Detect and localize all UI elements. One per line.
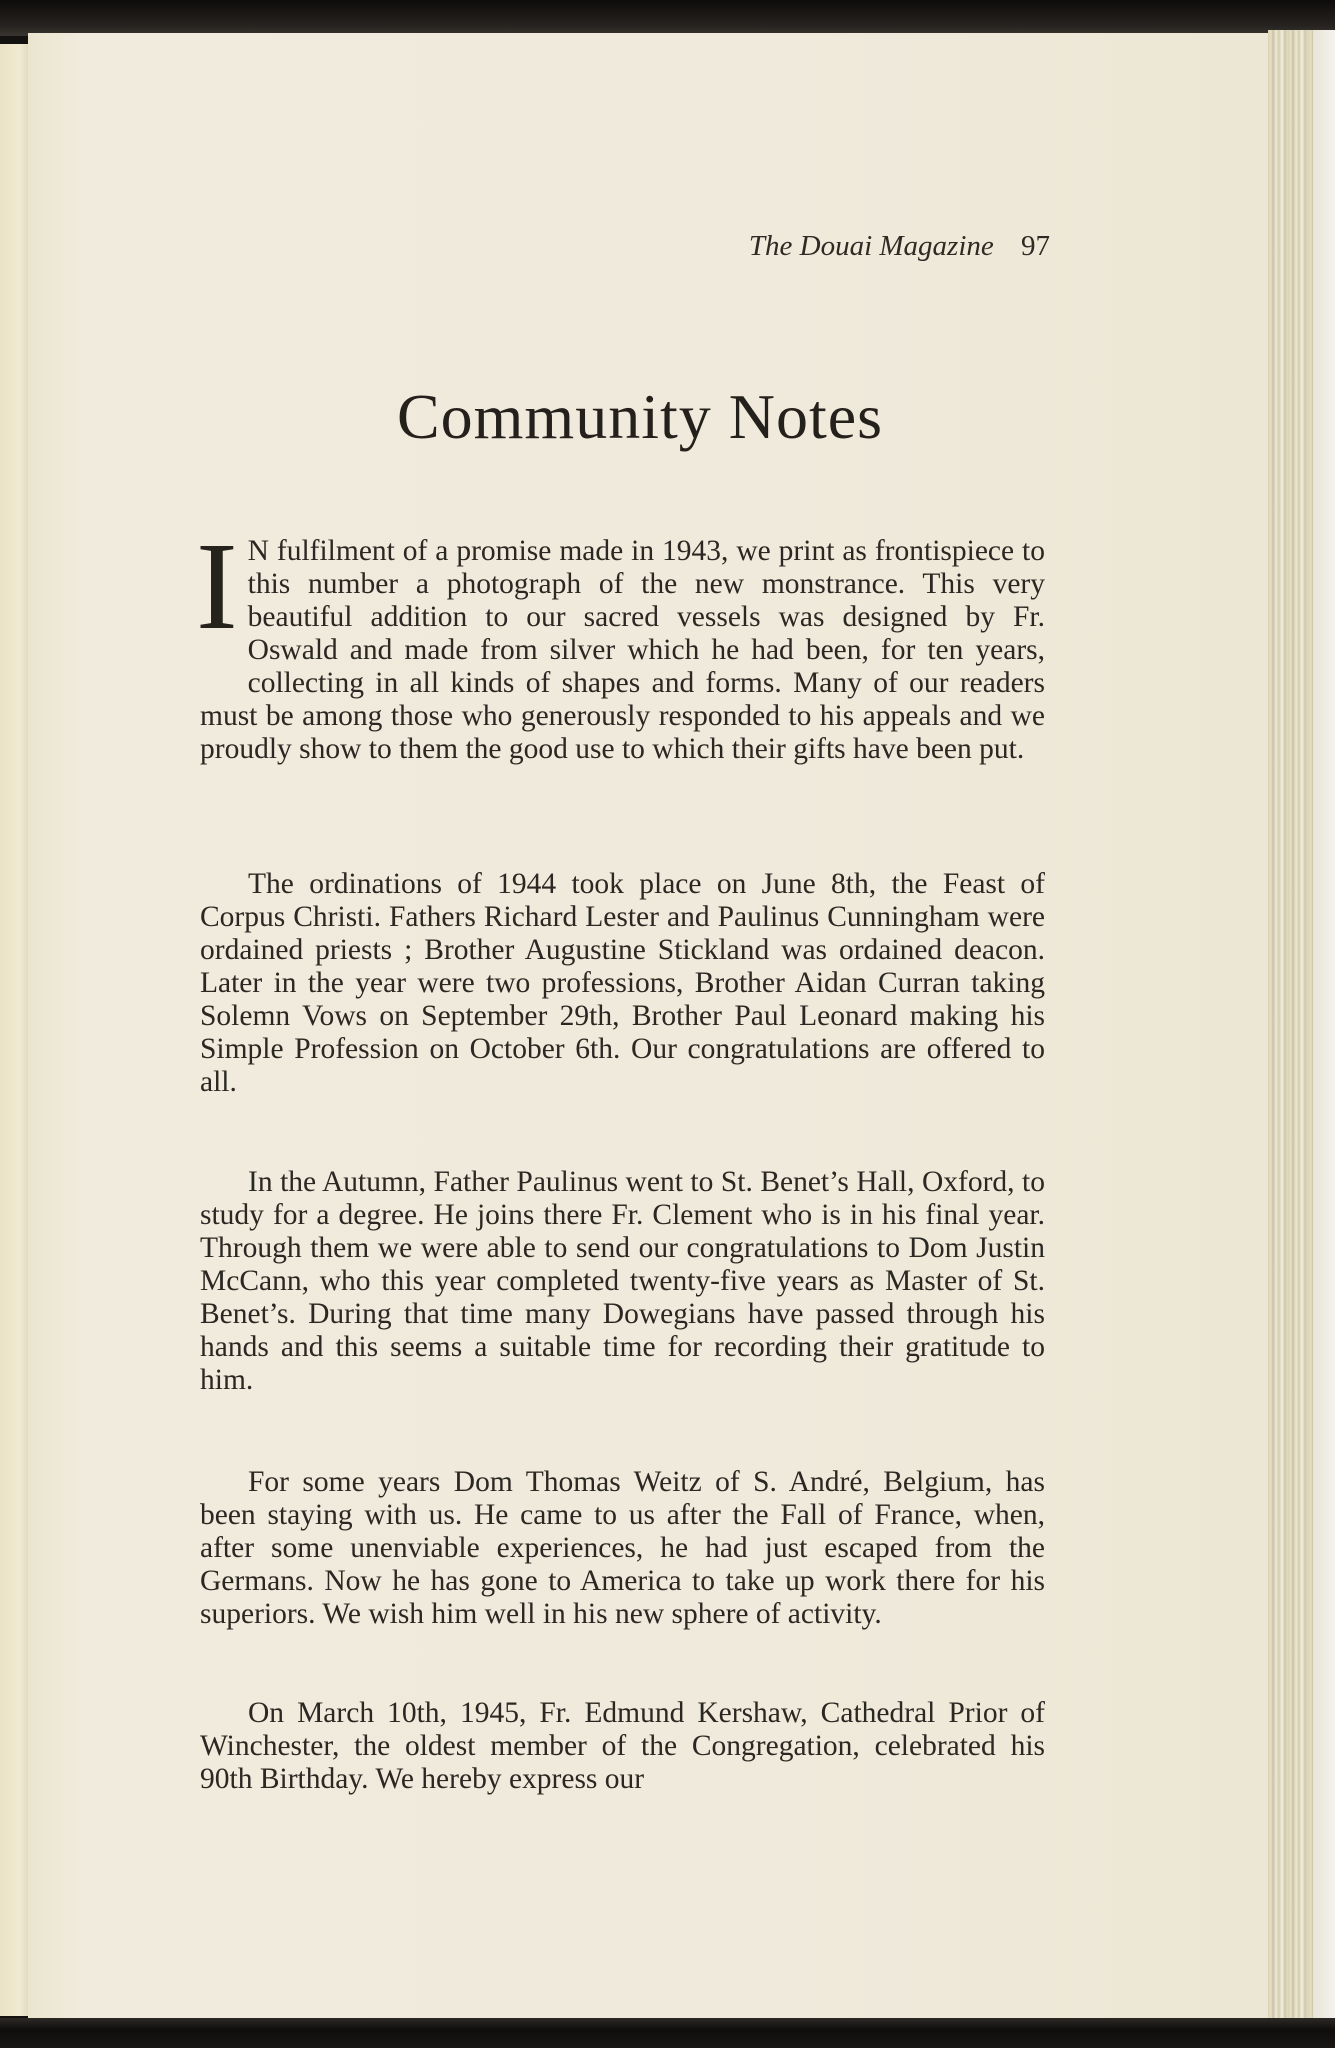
left-page-edge (0, 44, 30, 2016)
book-cover-bottom-edge (0, 2018, 1335, 2048)
paragraph-2: The ordinations of 1944 took place on June 8th, the Feast of Corpus Christi. Fathers Richard Lester and Paulinus Cunningham were ordained priests ; Brother Augustine Stickland was ordained deacon. Later in the year were two professions, Brother Aidan Curran taking Solemn Vows on September 29th, Brother Paul Leonard making his Simple Profession on October 6th. Our congratulations are offered to all. (200, 868, 1045, 1098)
running-head (600, 230, 1050, 263)
paragraph-4: For some years Dom Thomas Weitz of S. André, Belgium, has been staying with us. He came to us after the Fall of France, when, after some unenviable experiences, he had just escaped from the Germans. Now he has gone to America to take up work there for his superiors. We wish him well in his new sphere of activity. (200, 1466, 1045, 1630)
fore-edge-endpaper (1313, 30, 1335, 2020)
paragraph-3: In the Autumn, Father Paulinus went to St. Benet’s Hall, Oxford, to study for a degree. He joins there Fr. Clement who is in his final year. Through them we were able to send our congratulations to Dom Justin McCann, who this year completed twenty-five years as Master of St. Benet’s. During that time many Dowegians have passed through his hands and this seems a suitable time for recording their gratitude to him. (200, 1166, 1045, 1396)
page-number: 97 (1021, 230, 1050, 262)
page-fore-edge (1268, 30, 1335, 2020)
paragraph-1-text: N fulfilment of a promise made in 1943, we print as frontispiece to this number a photograph of the new monstrance. This very beautiful addition to our sacred vessels was designed by Fr. Oswald and made from silver which he had been, for ten years, collecting in all kinds of shapes and forms. Many of our readers must be among those who generously responded to his appeals and we proudly show to them the good use to which their gifts have been put. (200, 535, 1045, 765)
publication-name: The Douai Magazine (748, 230, 994, 262)
drop-cap: I (196, 518, 238, 656)
book-cover-top-edge (0, 0, 1335, 36)
paragraph-5: On March 10th, 1945, Fr. Edmund Kershaw, Cathedral Prior of Winchester, the oldest member of the Congregation, celebrated his 90th Birthday. We hereby express our (200, 1697, 1045, 1795)
paragraph-1 (196, 518, 1045, 766)
article-title: Community Notes (396, 381, 884, 452)
